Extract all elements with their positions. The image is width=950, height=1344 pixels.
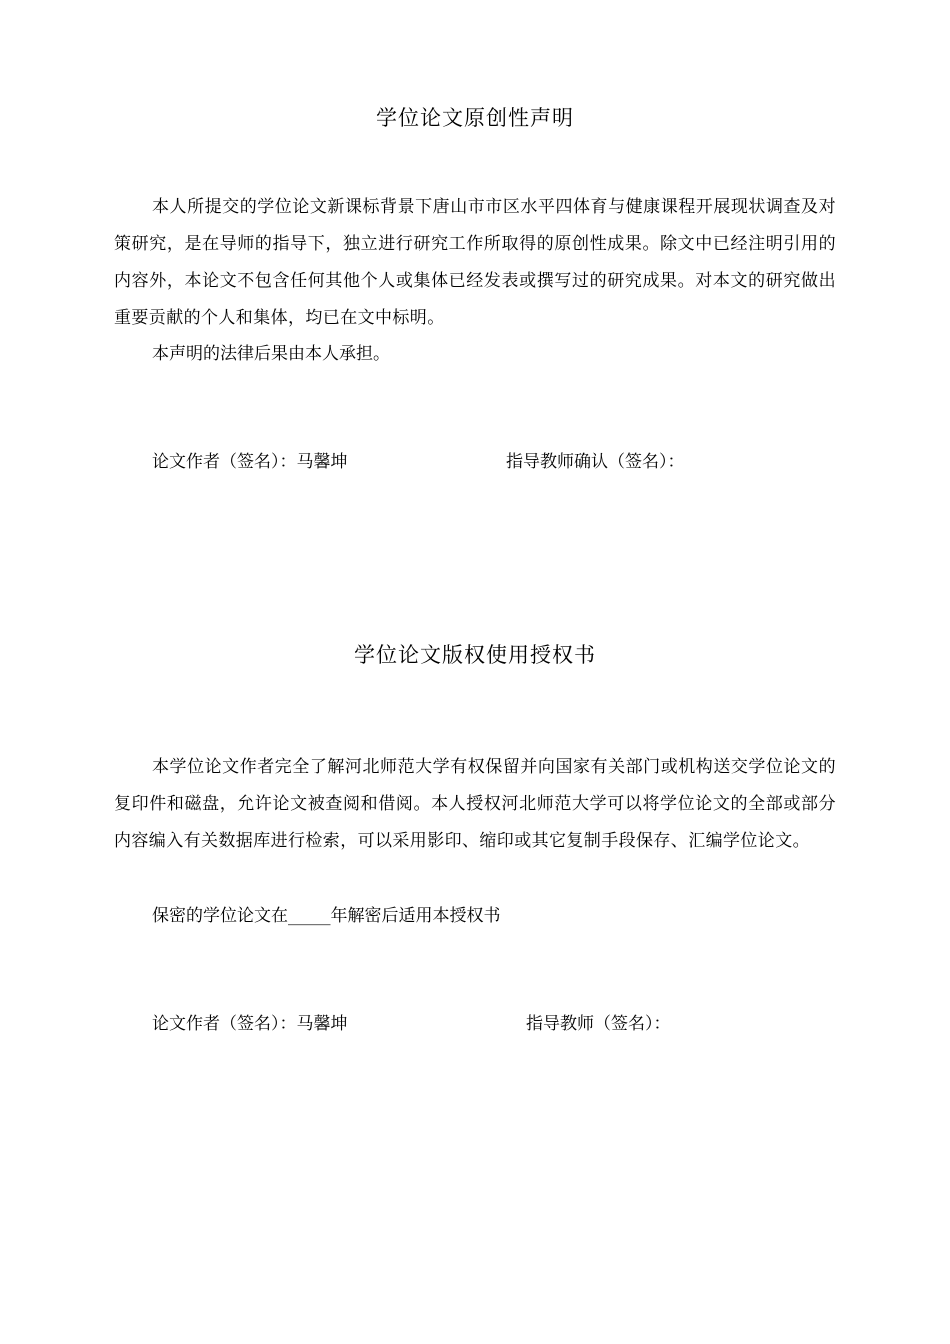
authorization-advisor-signature: 指导教师（签名）： [526, 1014, 671, 1034]
declaration-title: 学位论文原创性声明 [376, 106, 574, 130]
authorization-title: 学位论文版权使用授权书 [354, 643, 596, 667]
declaration-body: 本人所提交的学位论文新课标背景下唐山市市区水平四体育与健康课程开展现状调查及对策研究，是在导师的指导下，独立进行研究工作所取得的原创性成果。除文中已经注明引用的内容外，本论文不包含任何其他个人或集体已经发表或撰写过的研究成果。对本文的研究做出重要贡献的个人和集体，均已在文中标明。 [114, 197, 836, 328]
declaration-liability: 本声明的法律后果由本人承担。 [152, 344, 390, 364]
declaration-author-signature: 论文作者（签名）：马馨坤 [152, 452, 348, 472]
authorization-confidential: 保密的学位论文在_____年解密后适用本授权书 [152, 906, 501, 926]
authorization-body: 本学位论文作者完全了解河北师范大学有权保留并向国家有关部门或机构送交学位论文的复印件和磁盘，允许论文被查阅和借阅。本人授权河北师范大学可以将学位论文的全部或部分内容编入有关数据库进行检索，可以采用影印、缩印或其它复制手段保存、汇编学位论文。 [114, 757, 836, 851]
authorization-author-signature: 论文作者（签名）：马馨坤 [152, 1014, 348, 1034]
declaration-advisor-signature: 指导教师确认（签名）： [506, 452, 685, 472]
